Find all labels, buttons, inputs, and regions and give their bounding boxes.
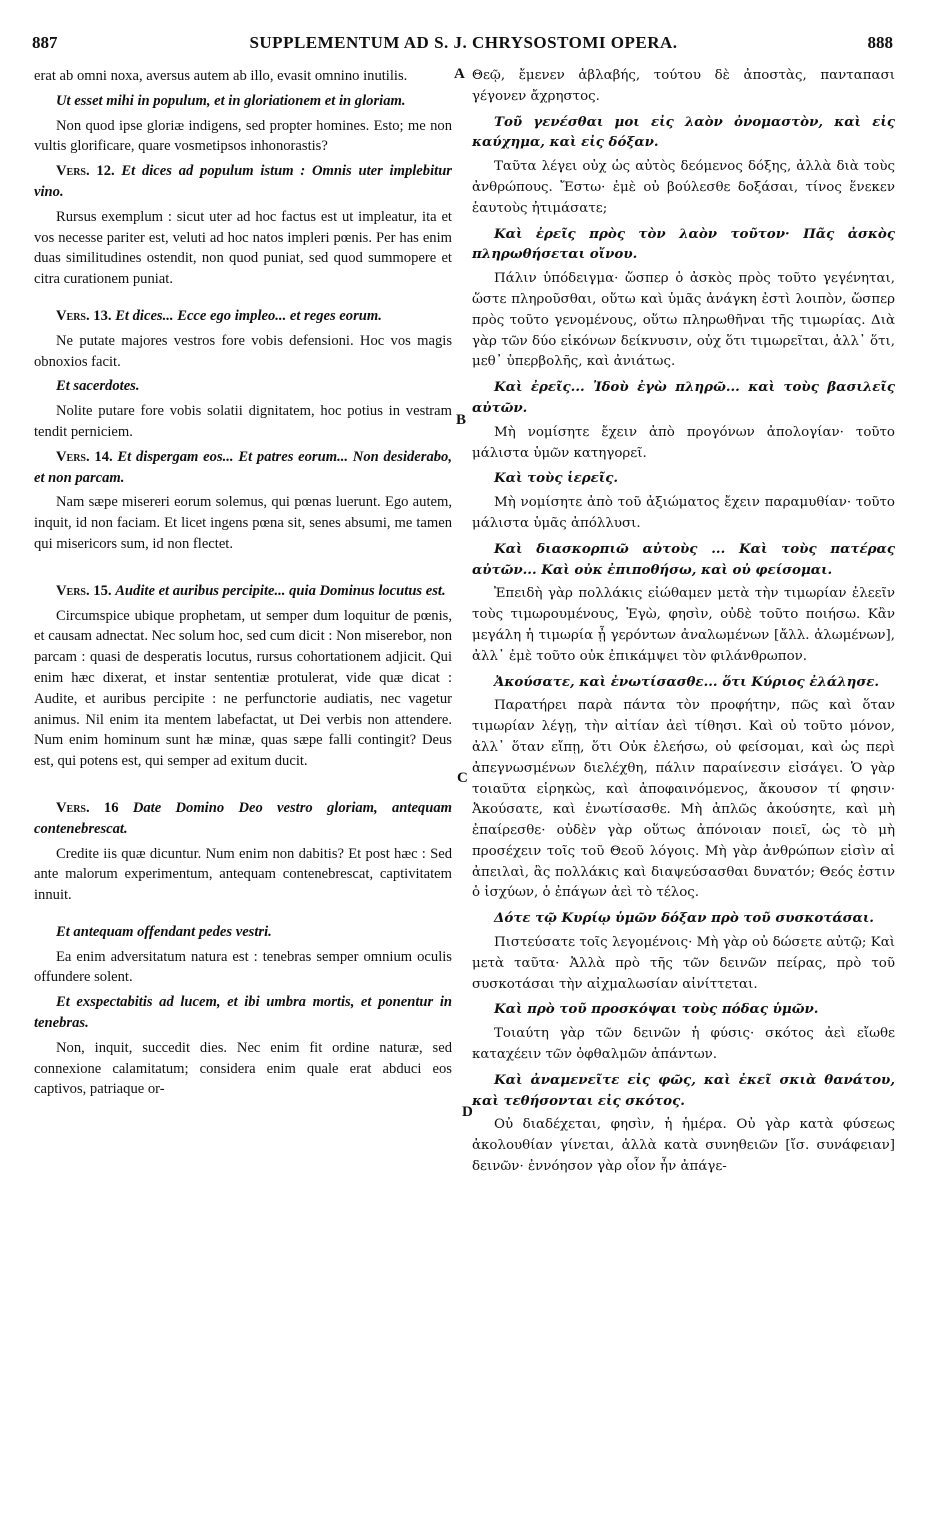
- section-marker-d: D: [462, 1104, 473, 1120]
- section-marker-b: B: [456, 412, 467, 428]
- greek-verse-heading: [472, 377, 895, 419]
- verse-text: Audite et auribus percipite... quia Dominus locutus est.: [115, 582, 446, 599]
- verse-text: Ut esset mihi in populum, et in gloriationem et in gloriam.: [56, 92, 406, 109]
- greek-verse-heading: [472, 1070, 895, 1112]
- greek-commentary-paragraph: Τοιαύτη γὰρ τῶν δεινῶν ἡ φύσις· σκότος ἀεὶ εἴωθε καταχέειν τῶν ὀφθαλμῶν ἁπάντων.: [472, 1026, 895, 1063]
- greek-verse-heading: [472, 468, 895, 489]
- latin-commentary-paragraph: Non, inquit, succedit dies. Nec enim fit ordine naturæ, sed connexione calamitatum; considera enim quale erat abduci eos captivos, patriaque or-: [34, 1039, 452, 1098]
- page-number-left: 887: [32, 33, 58, 52]
- greek-commentary-paragraph: Μὴ νομίσητε ἔχειν ἀπὸ προγόνων ἀπολογίαν· τοῦτο μάλιστα ὑμῶν κατηγορεῖ.: [472, 424, 895, 461]
- verse-text: Δότε τῷ Κυρίῳ ὑμῶν δόξαν πρὸ τοῦ συσκοτάσαι.: [494, 910, 874, 927]
- latin-verse-heading: [34, 376, 452, 397]
- verse-text: Et antequam offendant pedes vestri.: [56, 923, 272, 940]
- latin-verse-heading: [34, 447, 452, 489]
- greek-verse-heading: [472, 112, 895, 154]
- greek-verse-heading: [472, 999, 895, 1020]
- greek-commentary-paragraph: Θεῷ, ἔμενεν ἀβλαβής, τούτου δὲ ἀποστὰς, πανταπασι γέγονεν ἄχρηστος.: [472, 68, 895, 104]
- verse-text: Et dispergam eos... Et patres eorum... Non desiderabo, et non parcam.: [34, 448, 452, 486]
- greek-verse-heading: [472, 224, 895, 266]
- latin-verse-heading: [34, 161, 452, 203]
- spacer: [34, 776, 452, 798]
- greek-commentary-paragraph: Πιστεύσατε τοῖς λεγομένοις· Μὴ γὰρ οὐ δώσετε αὐτῷ; Καὶ μετὰ ταῦτα· Ἀλλὰ πρὸ τῆς τῶν δεινῶν πείρας, πρὸ τοῦ συσκοτάσαι τὴν αἰχμαλωσίαν αἰνίττεται.: [472, 935, 895, 992]
- latin-commentary-paragraph: Ea enim adversitatum natura est : tenebras semper omnium oculis offundere solent.: [34, 948, 452, 986]
- latin-commentary-paragraph: Rursus exemplum : sicut uter ad hoc factus est ut impleatur, ita et vos necesse pariter est, veluti ad hoc natos impleri pœnis. Per has enim duas similitudines ostendit, non quod puniat, sed quod summopere et citra curationem puniat.: [34, 208, 452, 288]
- section-marker-c: C: [457, 770, 468, 786]
- verse-label: Vers. 14.: [56, 448, 118, 465]
- latin-verse-heading: [34, 992, 452, 1034]
- greek-commentary-paragraph: Ἐπειδὴ γὰρ πολλάκις εἰώθαμεν μετὰ τὴν τιμωρίαν ἐλεεῖν τοὺς τιμωρουμένους, Ἐγὼ, φησὶν, οὐδὲ τοῦτο ποιήσω. Κἂν μεγάλη ἡ τιμωρία ᾖ γερόντων ἀναλωμένων [ἄλλ. ἀλωμένων], ἀλλ᾽ ἐμὲ τοῦτο οὐκ ἐπικάμψει τὸν φιλάνθρωπον.: [472, 586, 895, 664]
- latin-commentary-paragraph: Ne putate majores vestros fore vobis defensioni. Hoc vos magis obnoxios facit.: [34, 332, 452, 370]
- running-title: SUPPLEMENTUM AD S. J. CHRYSOSTOMI OPERA.: [249, 33, 678, 52]
- verse-text: Καὶ ἀναμενεῖτε εἰς φῶς, καὶ ἐκεῖ σκιὰ θανάτου, καὶ τεθήσονται εἰς σκότος.: [472, 1071, 895, 1109]
- verse-text: Καὶ τοὺς ἱερεῖς.: [494, 470, 619, 487]
- latin-commentary-paragraph: Circumspice ubique prophetam, ut semper dum loquitur de pœnis, et causam adnectat. Nec solum hoc, sed cum dicit : Non miserebor, non parcam : quasi de desperatis locutus, rursus cohortationem adjicit. Qui enim hæc dixerat, et instar sententiæ protulerat, vide quæ dicat : Audite, et auribus percipite : ne perfunctorie audiatis, nec vagetur animus. Nil enim ita mentem labefactat, ut Dei verbis non attendere. Num enim hominum sunt hæ minæ, quas sæpe falli contingit? Deus est, qui potens est, qui semper ad exitum ducit.: [34, 607, 452, 770]
- greek-column: [472, 66, 895, 1182]
- latin-verse-heading: [34, 798, 452, 840]
- latin-verse-heading: [34, 581, 452, 602]
- verse-label: Vers. 16: [56, 799, 133, 816]
- latin-verse-heading: [34, 306, 452, 327]
- spacer: [34, 559, 452, 581]
- greek-verse-heading: [472, 539, 895, 581]
- verse-text: Et exspectabitis ad lucem, et ibi umbra mortis, et ponentur in tenebras.: [34, 994, 452, 1032]
- latin-commentary-paragraph: erat ab omni noxa, aversus autem ab illo, evasit omnino inutilis.: [34, 68, 408, 84]
- greek-verse-heading: [472, 672, 895, 693]
- latin-verse-heading: [34, 922, 452, 943]
- latin-commentary-paragraph: Credite iis quæ dicuntur. Num enim non dabitis? Et post hæc : Sed ante malorum experimentum, antequam contenebrescat, captivitatem innuit.: [34, 845, 452, 904]
- verse-text: Καὶ πρὸ τοῦ προσκόψαι τοὺς πόδας ὑμῶν.: [494, 1001, 819, 1018]
- verse-text: Et sacerdotes.: [56, 378, 140, 395]
- section-marker-a: A: [454, 66, 465, 82]
- spacer: [34, 294, 452, 306]
- verse-label: Vers. 15.: [56, 582, 116, 599]
- verse-text: Καὶ ἐρεῖς πρὸς τὸν λαὸν τοῦτον· Πᾶς ἀσκὸς πληρωθήσεται οἴνου.: [472, 225, 895, 263]
- spacer: [34, 910, 452, 922]
- greek-verse-heading: [472, 908, 895, 929]
- verse-text: Τοῦ γενέσθαι μοι εἰς λαὸν ὀνομαστὸν, καὶ εἰς καύχημα, καὶ εἰς δόξαν.: [472, 113, 895, 151]
- page-header: [0, 0, 927, 60]
- greek-commentary-paragraph: Παρατήρει παρὰ πάντα τὸν προφήτην, πῶς καὶ ὅταν τιμωρίαν λέγῃ, τὴν αἰτίαν ἀεὶ τίθησι. Καὶ οὐ τοῦτο μόνον, ἀλλ᾽ ὅταν εἴπῃ, ὅτι Οὐκ ἐλεήσω, οὐ φείσομαι, καὶ ὡς περὶ ἀπεγνωσμένων διελέχθη, πάλιν παραίνεσιν εἰσάγει. Ὁ γὰρ τοιαῦτα εἰρηκὼς, καὶ ἀποφαινόμενος, ἄκουσον τί φησιν· Ἀκούσατε, καὶ ἐνωτίσασθε. Μὴ ἁπλῶς ἀκούσητε, καὶ μὴ ἐπαίρεσθε· οὐδὲν γὰρ οὕτως ἀπόνοιαν ποιεῖ, ὡς τὸ μὴ προσέχειν τοῖς τοῦ Θεοῦ λόγοις. Μὴ γὰρ ἀνθρώπων εἰσὶν αἱ ἀπειλαὶ, ἃς πολλάκις καὶ διαψεύσασθαι δυνατόν; Θεός ἐστιν ὁ ἰσχύων, ὁ ἐπάγων ἀεὶ τὸ τέλος.: [472, 698, 895, 901]
- verse-text: Καὶ ἐρεῖς... Ἰδοὺ ἐγὼ πληρῶ... καὶ τοὺς βασιλεῖς αὐτῶν.: [472, 379, 895, 416]
- verse-text: Et dices... Ecce ego impleo... et reges eorum.: [115, 307, 382, 324]
- greek-commentary-paragraph: Ταῦτα λέγει οὐχ ὡς αὐτὸς δεόμενος δόξης, ἀλλὰ διὰ τοὺς ἀνθρώπους. Ἔστω· ἐμὲ οὐ βούλεσθε δοξάσαι, τίνος ἕνεκεν ἑαυτοὺς ἠτιμάσατε;: [472, 159, 895, 216]
- verse-label: Vers. 13.: [56, 307, 116, 324]
- verse-text: Et dices ad populum istum : Omnis uter implebitur vino.: [34, 163, 452, 200]
- latin-commentary-paragraph: Nam sæpe misereri eorum solemus, qui pœnas luerunt. Ego autem, inquit, id non faciam. Et licet ingens pœna sit, senes absumi, me tamen qui misericors sum, id non flectet.: [34, 494, 452, 552]
- greek-commentary-paragraph: Μὴ νομίσητε ἀπὸ τοῦ ἀξιώματος ἔχειν παραμυθίαν· τοῦτο μάλιστα ὑμᾶς ἀπόλλυσι.: [472, 495, 895, 531]
- latin-commentary-paragraph: Nolite putare fore vobis solatii dignitatem, hoc potius in vestram tendit perniciem.: [34, 403, 452, 440]
- latin-column: [34, 66, 452, 1104]
- latin-commentary-paragraph: Non quod ipse gloriæ indigens, sed propter homines. Esto; me non vultis glorificare, quare vosmetipsos inhonorastis?: [34, 117, 452, 155]
- greek-commentary-paragraph: Πάλιν ὑπόδειγμα· ὥσπερ ὁ ἀσκὸς πρὸς τοῦτο γεγένηται, ὥστε πληροῦσθαι, οὕτω καὶ ὑμᾶς ἀνάγκη ἐστὶ λοιπὸν, ὥσπερ πρὸς τοῦτο γενομένους, οὕτω πληρωθῆναι τῆς τιμωρίας. Διὰ γὰρ τῶν δύο εἰκόνων δείκνυσιν, οὐχ ὅτι τιμωρεῖται, ἀλλ᾽ ὅτι, μεθ᾽ ὑπερβολῆς, καὶ ἀνιάτως.: [472, 271, 895, 370]
- page-number-right: 888: [867, 33, 893, 52]
- verse-text: Date Domino Deo vestro gloriam, antequam contenebrescat.: [34, 799, 452, 837]
- verse-text: Καὶ διασκορπιῶ αὐτοὺς ... Καὶ τοὺς πατέρας αὐτῶν... Καὶ οὐκ ἐπιποθήσω, καὶ οὐ φείσομαι.: [472, 540, 895, 578]
- verse-label: Vers. 12.: [56, 163, 122, 180]
- verse-text: Ἀκούσατε, καὶ ἐνωτίσασθε... ὅτι Κύριος ἐλάλησε.: [494, 673, 880, 690]
- latin-verse-heading: [34, 91, 452, 112]
- greek-commentary-paragraph: Οὐ διαδέχεται, φησὶν, ἡ ἡμέρα. Οὐ γὰρ κατὰ φύσεως ἀκολουθίαν γίνεται, ἀλλὰ κατὰ συνηθειῶν [ἴσ. συνάφειαν] δεινῶν· ἐννόησον γὰρ οἷον ἦν ἀπάγε-: [472, 1117, 895, 1175]
